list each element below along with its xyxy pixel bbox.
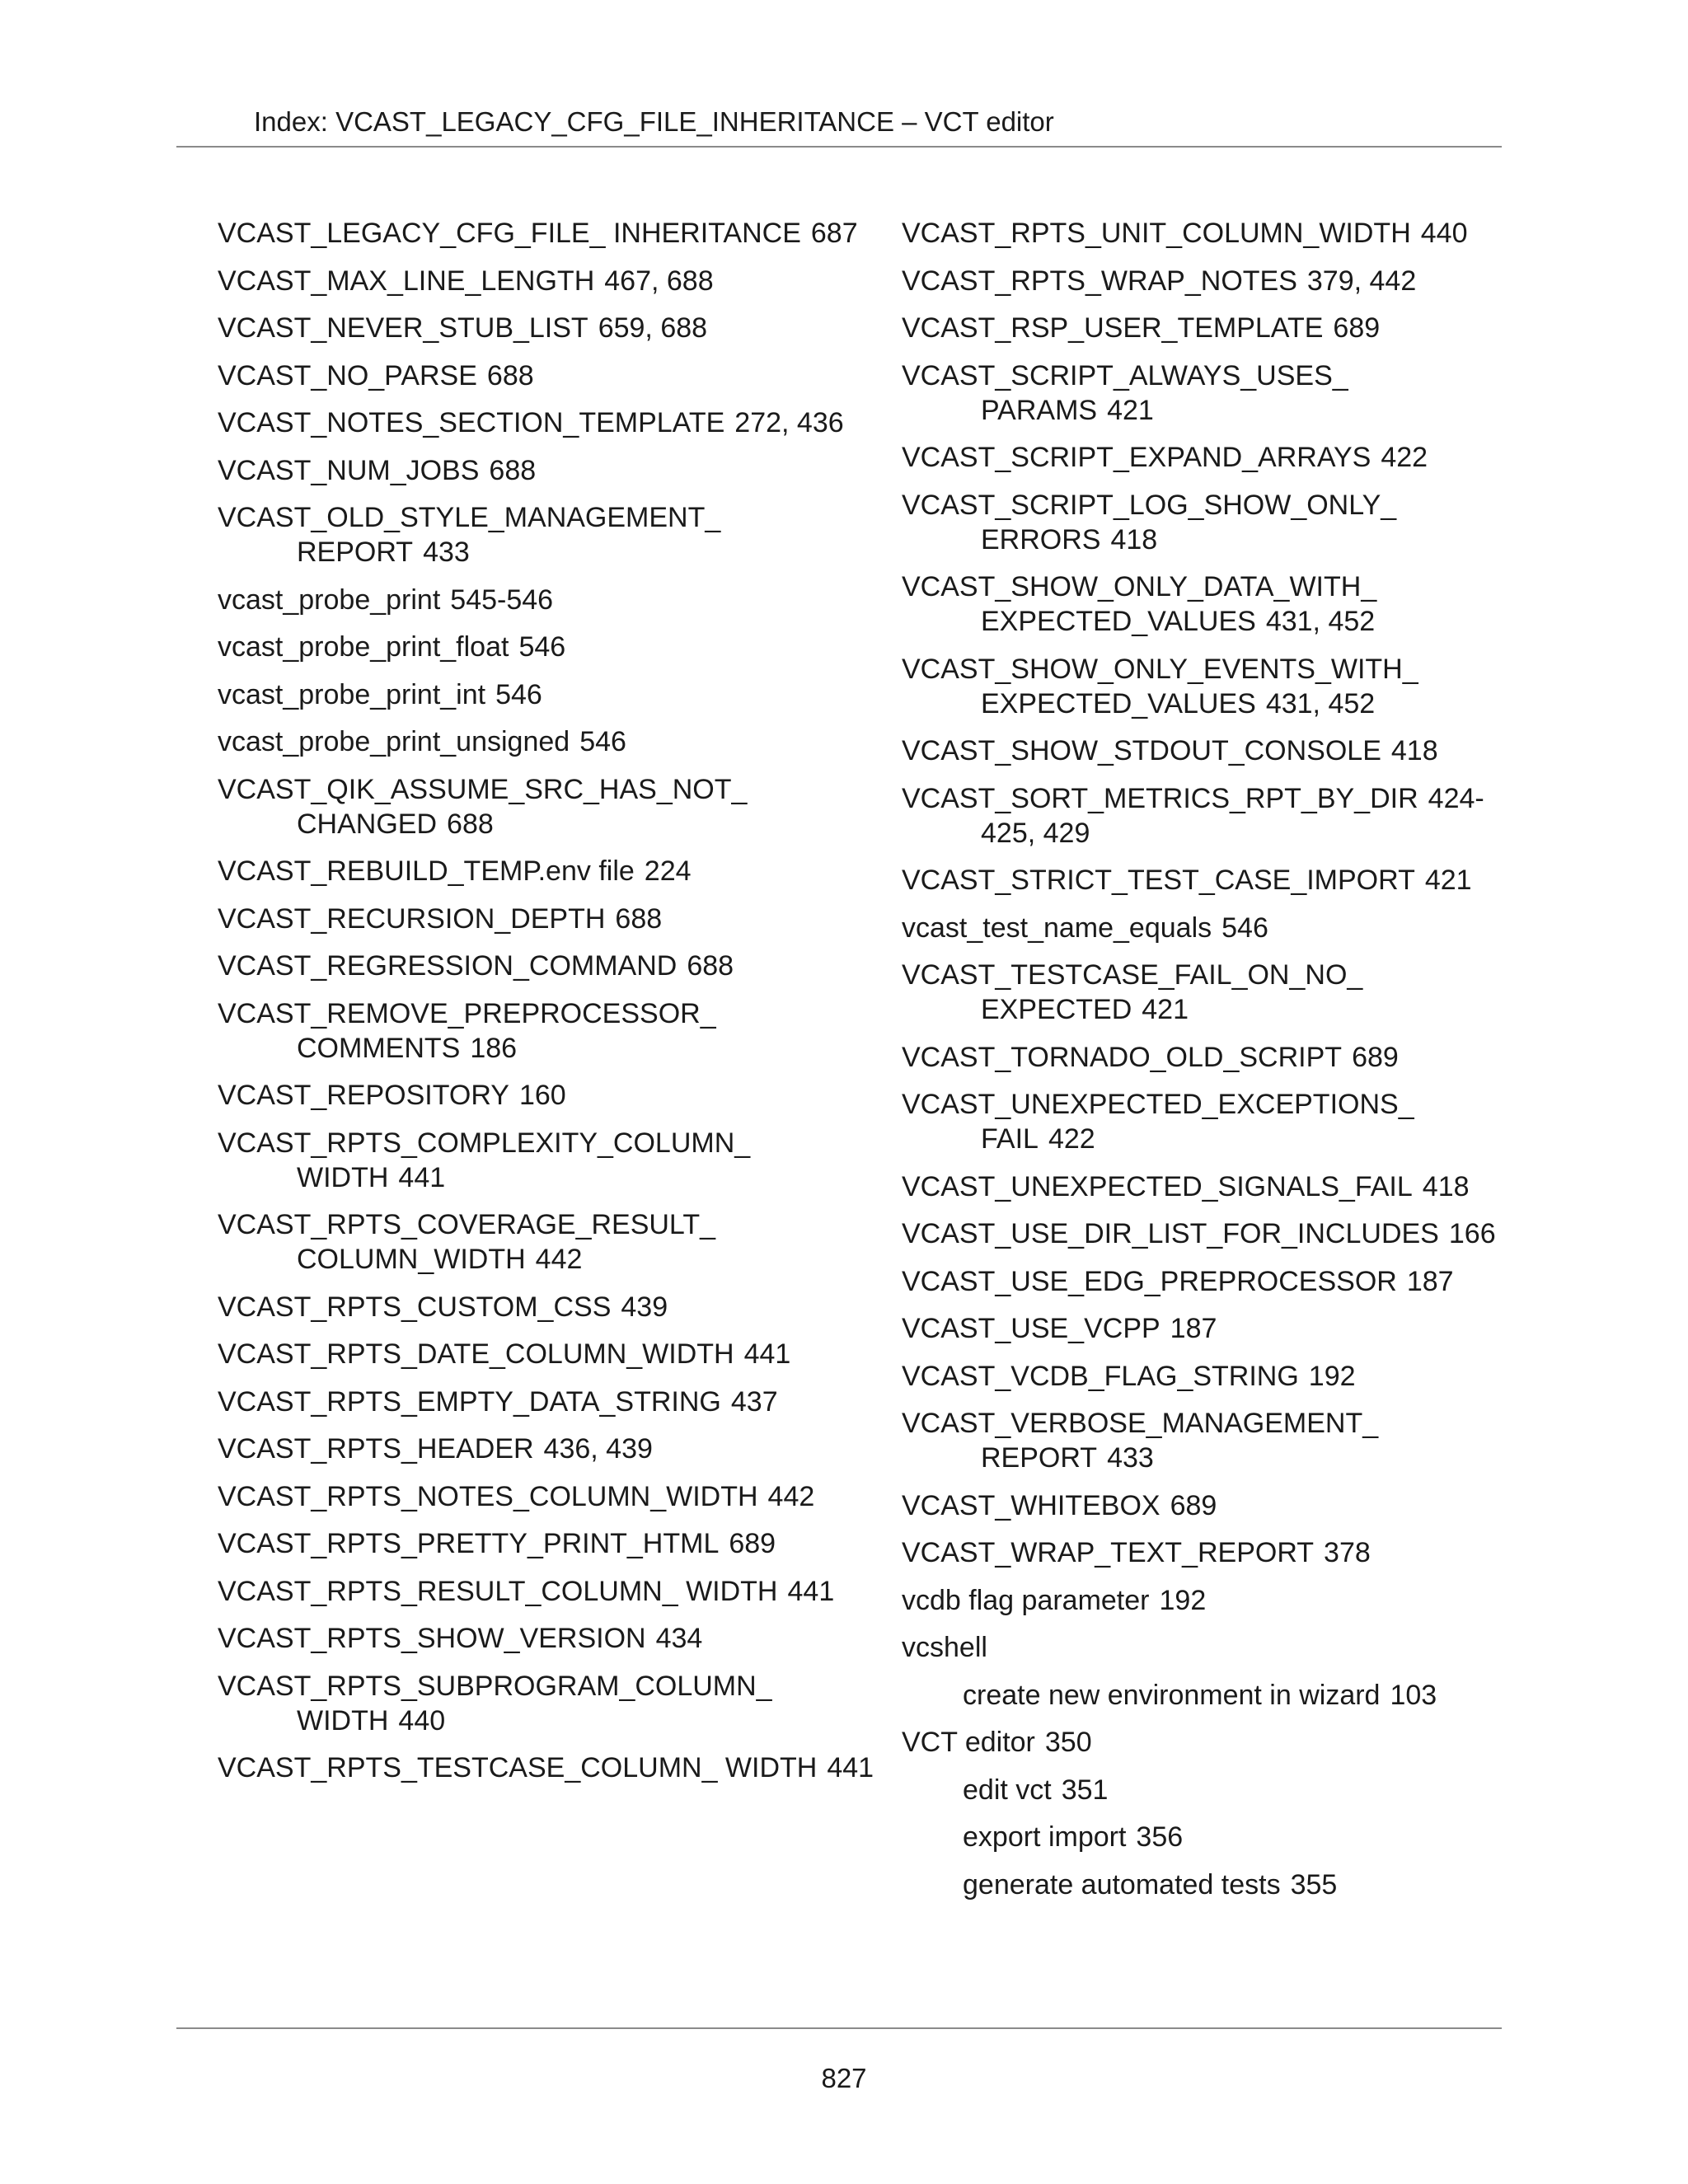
index-term: VCAST_SHOW_STDOUT_CONSOLE [902,735,1381,766]
index-term: VCAST_MAX_LINE_LENGTH [218,265,595,297]
index-term: VCAST_USE_DIR_LIST_FOR_INCLUDES [902,1218,1439,1249]
index-page-refs: 689 [1352,1041,1399,1073]
index-page-refs: 422 [1381,442,1428,473]
index-page-refs: 351 [1061,1774,1109,1806]
index-page-refs: 418 [1110,523,1158,555]
index-page-refs: 355 [1290,1868,1338,1900]
index-term: vcast_probe_print [218,583,441,616]
index-term: vcshell [902,1632,987,1663]
index-page-refs: 688 [447,808,494,840]
index-term: VCAST_RPTS_SUBPROGRAM_COLUMN_ WIDTH [218,1670,772,1736]
index-term: VCAST_UNEXPECTED_EXCEPTIONS_ FAIL [902,1089,1414,1155]
index-term: VCAST_WHITEBOX [902,1489,1160,1521]
index-term: VCAST_RPTS_CUSTOM_CSS [218,1291,612,1323]
index-term: VCAST_RPTS_UNIT_COLUMN_WIDTH [902,218,1411,249]
index-page-refs: 192 [1308,1360,1356,1392]
footer-divider [176,2027,1502,2029]
index-column-left [218,216,877,1798]
index-page-refs: 546 [1221,912,1268,944]
index-entry [218,1526,877,1561]
index-term: VCAST_RPTS_NOTES_COLUMN_WIDTH [218,1480,758,1512]
index-page-refs: 441 [787,1575,835,1607]
index-term: VCAST_RSP_USER_TEMPLATE [902,312,1324,344]
index-term: VCAST_SCRIPT_LOG_SHOW_ONLY_ ERRORS [902,489,1397,555]
index-page-refs: 418 [1422,1170,1470,1202]
index-entry [218,996,877,1066]
index-term: VCAST_RECURSION_DEPTH [218,902,606,935]
index-page-refs: 186 [470,1032,518,1064]
index-entry [902,264,1512,298]
index-term: VCAST_RPTS_COVERAGE_RESULT_ COLUMN_WIDTH [218,1209,715,1275]
index-term: VCAST_SHOW_ONLY_EVENTS_WITH_ EXPECTED_VALUES [902,653,1418,719]
index-entry [218,902,877,936]
index-entry [902,488,1512,557]
index-page-refs: 378 [1324,1537,1371,1568]
index-term: VCAST_RPTS_WRAP_NOTES [902,265,1297,297]
index-term: vcast_probe_print_int [218,678,486,710]
page-header-title: Index: VCAST_LEGACY_CFG_FILE_INHERITANCE – VCT editor [254,106,1054,137]
index-column-right [902,216,1512,1915]
index-page-refs: 192 [1159,1584,1207,1616]
index-entry [902,1488,1512,1523]
index-term: VCAST_REPOSITORY [218,1080,509,1111]
index-entry [902,733,1512,768]
index-page-refs: 434 [655,1623,703,1654]
index-page-refs: 379, 442 [1306,265,1417,297]
index-term: vcast_test_name_equals [902,912,1212,944]
index-entry [902,1359,1512,1394]
index-page-refs: 433 [1107,1442,1154,1474]
index-entry [218,1479,877,1514]
index-page-refs: 439 [621,1291,668,1323]
index-entry [218,216,877,251]
index-page-refs: 436, 439 [543,1433,653,1465]
index-entry [218,1750,877,1785]
index-entry [902,1087,1512,1156]
index-entry [218,583,877,617]
index-term: VCAST_TESTCASE_FAIL_ON_NO_ EXPECTED [902,959,1363,1025]
index-page-refs: 418 [1390,735,1438,766]
index-term: VCAST_SHOW_ONLY_DATA_WITH_ EXPECTED_VALUES [902,571,1377,637]
index-page-refs: 687 [810,218,858,249]
index-page-refs: 160 [518,1080,566,1111]
index-term: VCAST_VCDB_FLAG_STRING [902,1360,1299,1392]
index-entry [902,1311,1512,1346]
index-term: VCAST_OLD_STYLE_MANAGEMENT_ REPORT [218,502,721,568]
index-page-refs: 546 [495,678,542,710]
index-page-refs: 433 [423,537,470,568]
index-page-refs: 688 [615,902,663,935]
index-entry [218,453,877,488]
index-entry [218,772,877,841]
index-entry [218,1385,877,1419]
index-term: VCAST_NOTES_SECTION_TEMPLATE [218,407,725,438]
index-entry [902,863,1512,898]
index-page-refs: 440 [1420,218,1468,249]
index-page-refs: 467, 688 [604,265,714,297]
index-term: VCAST_RPTS_TESTCASE_COLUMN_ WIDTH [218,1752,818,1783]
header-divider [176,146,1502,148]
index-term: VCAST_NUM_JOBS [218,454,480,486]
index-page-refs: 431, 452 [1265,606,1376,637]
index-page-refs: 688 [489,454,537,486]
index-term: VCAST_SCRIPT_EXPAND_ARRAYS [902,442,1372,473]
index-entry [902,1583,1512,1618]
index-page-refs: 424-425, 429 [981,782,1484,849]
index-entry [902,216,1512,251]
index-page-refs: 272, 436 [734,407,844,438]
index-subentry [902,1820,1512,1854]
index-page-refs: 187 [1170,1313,1217,1344]
index-entry [218,500,877,569]
index-term: vcdb flag parameter [902,1584,1150,1616]
index-page-refs: 187 [1406,1265,1454,1297]
index-page-refs: 689 [729,1528,776,1559]
index-term: VCAST_SORT_METRICS_RPT_BY_DIR [902,782,1418,814]
index-page-refs: 421 [1107,394,1154,426]
index-term: VCAST_RPTS_DATE_COLUMN_WIDTH [218,1338,734,1370]
index-entry [218,677,877,712]
index-page-refs: 421 [1424,865,1472,896]
index-entry [218,311,877,345]
index-term: VCAST_STRICT_TEST_CASE_IMPORT [902,865,1415,896]
index-entry [902,1725,1512,1760]
index-entry [218,854,877,888]
index-entry [218,1337,877,1371]
index-term: VCAST_UNEXPECTED_SIGNALS_FAIL [902,1170,1413,1202]
index-term: VCAST_RPTS_RESULT_COLUMN_ WIDTH [218,1575,778,1607]
index-entry [902,569,1512,639]
index-term: generate automated tests [963,1868,1281,1900]
index-page-refs: 166 [1448,1218,1496,1249]
index-page-refs: 224 [644,855,692,887]
index-term: VCT editor [902,1727,1035,1758]
index-page-refs: 440 [398,1704,446,1736]
index-term: VCAST_RPTS_HEADER [218,1433,534,1465]
index-page-refs: 659, 688 [598,312,708,344]
index-entry [218,724,877,759]
index-term: VCAST_SCRIPT_ALWAYS_USES_ PARAMS [902,359,1348,426]
index-term: vcast_probe_print_unsigned [218,726,570,757]
index-subentry [902,1678,1512,1713]
index-term: VCAST_LEGACY_CFG_FILE_ INHERITANCE [218,218,801,249]
index-term: VCAST_TORNADO_OLD_SCRIPT [902,1041,1343,1073]
index-term: VCAST_USE_EDG_PREPROCESSOR [902,1265,1397,1297]
index-entry [902,1535,1512,1570]
index-entry [218,1621,877,1656]
index-page-refs: 437 [730,1385,778,1418]
index-term: VCAST_VERBOSE_MANAGEMENT_ REPORT [902,1408,1379,1474]
index-page-refs: 422 [1048,1123,1095,1155]
index-page-refs: 546 [579,726,626,757]
index-entry [902,1216,1512,1251]
index-page-refs: 356 [1136,1821,1184,1853]
index-entry [902,1264,1512,1299]
index-page-refs: 689 [1170,1489,1217,1521]
index-term: VCAST_RPTS_PRETTY_PRINT_HTML [218,1528,720,1559]
index-term: VCAST_NEVER_STUB_LIST [218,312,588,344]
index-entry [902,1169,1512,1204]
index-page-refs: 103 [1390,1679,1437,1711]
index-term: VCAST_RPTS_SHOW_VERSION [218,1623,646,1654]
index-page-refs: 350 [1044,1727,1092,1758]
index-page-refs: 688 [486,359,534,391]
index-entry [902,1040,1512,1075]
index-entry [218,1078,877,1113]
index-entry [218,1432,877,1466]
index-term: VCAST_REBUILD_TEMP.env file [218,855,635,887]
index-entry [218,949,877,983]
index-entry [218,1574,877,1609]
index-term: VCAST_REMOVE_PREPROCESSOR_ COMMENTS [218,997,716,1064]
page-number: 827 [821,2063,867,2093]
index-entry [902,311,1512,345]
index-subentry [902,1773,1512,1807]
index-page-refs: 546 [518,631,566,663]
index-page-refs: 442 [767,1480,815,1512]
index-term: edit vct [963,1774,1052,1806]
index-page-refs: 441 [398,1161,446,1193]
index-term: export import [963,1821,1127,1853]
index-term: VCAST_RPTS_COMPLEXITY_COLUMN_ WIDTH [218,1127,751,1193]
index-entry [902,1406,1512,1475]
index-entry [902,359,1512,428]
index-entry [902,440,1512,475]
index-term: vcast_probe_print_float [218,631,509,663]
index-term: VCAST_WRAP_TEXT_REPORT [902,1537,1315,1568]
index-page-refs: 689 [1333,312,1381,344]
index-term: VCAST_USE_VCPP [902,1313,1160,1344]
index-entry [902,911,1512,945]
index-entry [902,1630,1512,1665]
index-term: VCAST_RPTS_EMPTY_DATA_STRING [218,1385,721,1418]
index-entry [218,264,877,298]
index-entry [218,1207,877,1277]
index-page-refs: 441 [827,1752,874,1783]
index-entry [218,630,877,664]
index-page-refs: 431, 452 [1265,687,1376,719]
index-entry [902,652,1512,721]
index-term: create new environment in wizard [963,1679,1381,1711]
index-entry [218,1669,877,1738]
index-page-refs: 688 [687,950,734,982]
index-term: VCAST_NO_PARSE [218,359,477,391]
index-page-refs: 441 [743,1338,791,1370]
index-entry [902,781,1512,851]
index-page-refs: 545-546 [450,583,554,616]
index-entry [218,405,877,440]
index-term: VCAST_QIK_ASSUME_SRC_HAS_NOT_ CHANGED [218,773,748,840]
index-entry [218,359,877,393]
index-subentry [902,1868,1512,1902]
index-entry [218,1126,877,1195]
index-entry [218,1290,877,1324]
index-page-refs: 421 [1142,994,1189,1025]
index-page-refs: 442 [535,1244,583,1275]
index-term: VCAST_REGRESSION_COMMAND [218,950,678,982]
index-entry [902,958,1512,1027]
